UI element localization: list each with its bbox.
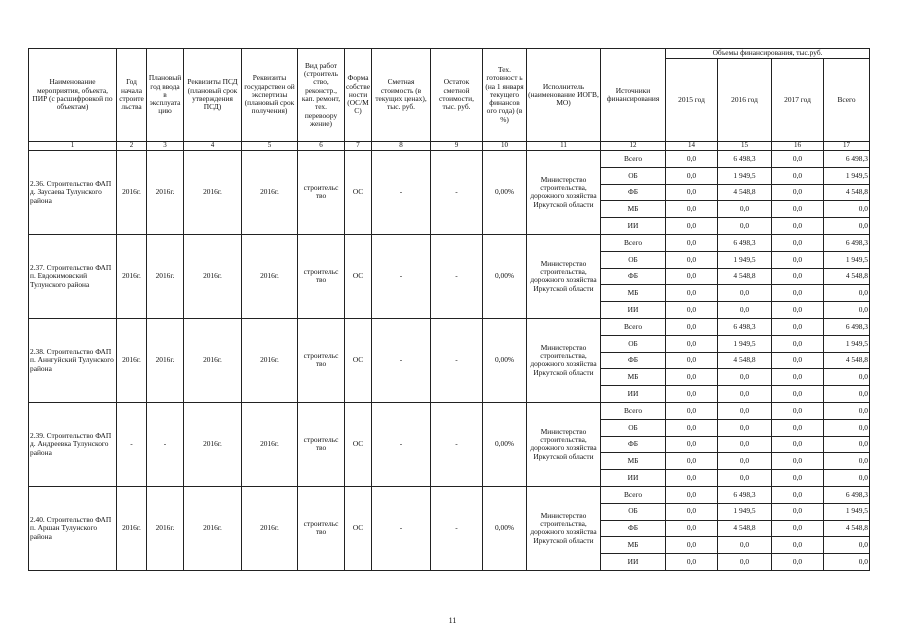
col-number: 3 bbox=[147, 142, 184, 151]
readiness: 0,00% bbox=[483, 486, 527, 570]
start-year: 2016г. bbox=[117, 318, 147, 402]
value-2016: 1 949,5 bbox=[718, 251, 772, 268]
project-name: 2.37. Строительство ФАП п. Евдокимовский Тулунского района bbox=[29, 234, 117, 318]
financing-table-sheet bbox=[28, 48, 870, 571]
value-2016: 0,0 bbox=[718, 554, 772, 571]
funding-source: ФБ bbox=[601, 352, 666, 369]
value-2017: 0,0 bbox=[772, 436, 824, 453]
value-total: 0,0 bbox=[824, 470, 870, 487]
value-2015: 0,0 bbox=[666, 167, 718, 184]
value-total: 4 548,8 bbox=[824, 268, 870, 285]
executor: Министерство строительства, дорожного хозяйства Иркутской области bbox=[527, 151, 601, 235]
value-2015: 0,0 bbox=[666, 453, 718, 470]
work-type: строительс тво bbox=[298, 151, 345, 235]
value-2017: 0,0 bbox=[772, 335, 824, 352]
col-number: 2 bbox=[117, 142, 147, 151]
commission-year: 2016г. bbox=[147, 486, 184, 570]
expertise-date: 2016г. bbox=[242, 151, 298, 235]
value-2016: 0,0 bbox=[718, 419, 772, 436]
remaining-cost: - bbox=[431, 151, 483, 235]
value-total: 0,0 bbox=[824, 201, 870, 218]
value-total: 0,0 bbox=[824, 453, 870, 470]
col-number: 10 bbox=[483, 142, 527, 151]
col-number: 15 bbox=[718, 142, 772, 151]
estimated-cost: - bbox=[372, 486, 431, 570]
expertise-date: 2016г. bbox=[242, 486, 298, 570]
header-funding-source: Источники финансирования bbox=[601, 49, 666, 142]
remaining-cost: - bbox=[431, 486, 483, 570]
value-2015: 0,0 bbox=[666, 184, 718, 201]
expertise-date: 2016г. bbox=[242, 402, 298, 486]
value-2017: 0,0 bbox=[772, 453, 824, 470]
value-total: 1 949,5 bbox=[824, 251, 870, 268]
value-2016: 1 949,5 bbox=[718, 503, 772, 520]
work-type: строительс тво bbox=[298, 234, 345, 318]
value-2017: 0,0 bbox=[772, 151, 824, 168]
executor: Министерство строительства, дорожного хозяйства Иркутской области bbox=[527, 486, 601, 570]
value-total: 1 949,5 bbox=[824, 503, 870, 520]
table-row bbox=[29, 486, 870, 503]
commission-year: - bbox=[147, 402, 184, 486]
value-total: 0,0 bbox=[824, 419, 870, 436]
value-total: 0,0 bbox=[824, 537, 870, 554]
value-2017: 0,0 bbox=[772, 201, 824, 218]
remaining-cost: - bbox=[431, 234, 483, 318]
funding-source: ФБ bbox=[601, 184, 666, 201]
value-total: 0,0 bbox=[824, 386, 870, 403]
value-2016: 0,0 bbox=[718, 302, 772, 319]
value-2017: 0,0 bbox=[772, 218, 824, 235]
header-year-2015: 2015 год bbox=[666, 59, 718, 142]
expertise-date: 2016г. bbox=[242, 234, 298, 318]
project-name: 2.38. Строительство ФАП п. Аннгуйский Тулунского района bbox=[29, 318, 117, 402]
value-2017: 0,0 bbox=[772, 184, 824, 201]
value-2017: 0,0 bbox=[772, 470, 824, 487]
value-2015: 0,0 bbox=[666, 335, 718, 352]
funding-source: ФБ bbox=[601, 436, 666, 453]
value-total: 6 498,3 bbox=[824, 486, 870, 503]
value-2015: 0,0 bbox=[666, 285, 718, 302]
value-2015: 0,0 bbox=[666, 436, 718, 453]
value-2016: 0,0 bbox=[718, 369, 772, 386]
funding-source: МБ bbox=[601, 537, 666, 554]
funding-source: Всего bbox=[601, 318, 666, 335]
value-2016: 1 949,5 bbox=[718, 335, 772, 352]
value-2015: 0,0 bbox=[666, 268, 718, 285]
col-number: 4 bbox=[184, 142, 242, 151]
remaining-cost: - bbox=[431, 402, 483, 486]
executor: Министерство строительства, дорожного хозяйства Иркутской области bbox=[527, 402, 601, 486]
col-number: 9 bbox=[431, 142, 483, 151]
project-name: 2.36. Строительство ФАП д. Заусаева Тулунского района bbox=[29, 151, 117, 235]
value-2017: 0,0 bbox=[772, 486, 824, 503]
ownership: ОС bbox=[345, 234, 372, 318]
ownership: ОС bbox=[345, 402, 372, 486]
value-2016: 4 548,8 bbox=[718, 184, 772, 201]
readiness: 0,00% bbox=[483, 151, 527, 235]
estimated-cost: - bbox=[372, 151, 431, 235]
value-2017: 0,0 bbox=[772, 352, 824, 369]
value-total: 0,0 bbox=[824, 554, 870, 571]
value-total: 6 498,3 bbox=[824, 151, 870, 168]
project-name: 2.39. Строительство ФАП д. Андреевка Тулунского района bbox=[29, 402, 117, 486]
value-2015: 0,0 bbox=[666, 402, 718, 419]
value-2016: 0,0 bbox=[718, 537, 772, 554]
value-2017: 0,0 bbox=[772, 251, 824, 268]
funding-source: ОБ bbox=[601, 335, 666, 352]
value-2017: 0,0 bbox=[772, 503, 824, 520]
col-number: 6 bbox=[298, 142, 345, 151]
funding-source: ИИ bbox=[601, 554, 666, 571]
col-number: 12 bbox=[601, 142, 666, 151]
value-2015: 0,0 bbox=[666, 218, 718, 235]
readiness: 0,00% bbox=[483, 402, 527, 486]
readiness: 0,00% bbox=[483, 318, 527, 402]
value-total: 1 949,5 bbox=[824, 167, 870, 184]
table-row bbox=[29, 402, 870, 419]
value-2015: 0,0 bbox=[666, 302, 718, 319]
value-2016: 0,0 bbox=[718, 436, 772, 453]
value-2015: 0,0 bbox=[666, 470, 718, 487]
psd-date: 2016г. bbox=[184, 151, 242, 235]
value-2016: 6 498,3 bbox=[718, 151, 772, 168]
value-2016: 0,0 bbox=[718, 470, 772, 487]
funding-source: Всего bbox=[601, 402, 666, 419]
value-total: 6 498,3 bbox=[824, 234, 870, 251]
funding-source: Всего bbox=[601, 234, 666, 251]
funding-source: ФБ bbox=[601, 520, 666, 537]
value-total: 0,0 bbox=[824, 436, 870, 453]
commission-year: 2016г. bbox=[147, 318, 184, 402]
value-2016: 0,0 bbox=[718, 218, 772, 235]
funding-source: Всего bbox=[601, 151, 666, 168]
col-number: 5 bbox=[242, 142, 298, 151]
psd-date: 2016г. bbox=[184, 234, 242, 318]
value-total: 0,0 bbox=[824, 285, 870, 302]
col-number: 11 bbox=[527, 142, 601, 151]
remaining-cost: - bbox=[431, 318, 483, 402]
value-2016: 4 548,8 bbox=[718, 268, 772, 285]
col-number: 8 bbox=[372, 142, 431, 151]
financing-table bbox=[28, 48, 870, 571]
header-estimated-cost: Сметная стоимость (в текущих ценах), тыс. руб. bbox=[372, 49, 431, 142]
value-2016: 4 548,8 bbox=[718, 352, 772, 369]
value-2015: 0,0 bbox=[666, 554, 718, 571]
funding-source: МБ bbox=[601, 453, 666, 470]
expertise-date: 2016г. bbox=[242, 318, 298, 402]
value-2017: 0,0 bbox=[772, 318, 824, 335]
value-2017: 0,0 bbox=[772, 554, 824, 571]
header-commission-year: Плановый год ввода в эксплуата цию bbox=[147, 49, 184, 142]
col-number: 7 bbox=[345, 142, 372, 151]
header-name: Наименование мероприятия, объекта, ПИР (с расшифровкой по объектам) bbox=[29, 49, 117, 142]
header-psd: Реквизиты ПСД (плановый срок утверждения ПСД) bbox=[184, 49, 242, 142]
funding-source: ОБ bbox=[601, 167, 666, 184]
value-2017: 0,0 bbox=[772, 537, 824, 554]
header-executor: Исполнитель (наименование ИОГВ, МО) bbox=[527, 49, 601, 142]
value-total: 0,0 bbox=[824, 302, 870, 319]
value-2016: 6 498,3 bbox=[718, 318, 772, 335]
header-total: Всего bbox=[824, 59, 870, 142]
start-year: - bbox=[117, 402, 147, 486]
funding-source: МБ bbox=[601, 201, 666, 218]
value-2016: 0,0 bbox=[718, 285, 772, 302]
value-2015: 0,0 bbox=[666, 151, 718, 168]
value-2017: 0,0 bbox=[772, 167, 824, 184]
funding-source: ФБ bbox=[601, 268, 666, 285]
value-2016: 1 949,5 bbox=[718, 167, 772, 184]
funding-source: Всего bbox=[601, 486, 666, 503]
value-2017: 0,0 bbox=[772, 386, 824, 403]
value-2015: 0,0 bbox=[666, 486, 718, 503]
value-2015: 0,0 bbox=[666, 537, 718, 554]
funding-source: МБ bbox=[601, 285, 666, 302]
executor: Министерство строительства, дорожного хозяйства Иркутской области bbox=[527, 318, 601, 402]
value-2016: 4 548,8 bbox=[718, 520, 772, 537]
work-type: строительс тво bbox=[298, 318, 345, 402]
header-readiness: Тех. готовност ь (на 1 января текущего финансов ого года) (в %) bbox=[483, 49, 527, 142]
funding-source: МБ bbox=[601, 369, 666, 386]
value-2015: 0,0 bbox=[666, 352, 718, 369]
table-row bbox=[29, 234, 870, 251]
funding-source: ИИ bbox=[601, 386, 666, 403]
work-type: строительс тво bbox=[298, 486, 345, 570]
commission-year: 2016г. bbox=[147, 234, 184, 318]
col-number: 16 bbox=[772, 142, 824, 151]
value-2017: 0,0 bbox=[772, 302, 824, 319]
psd-date: 2016г. bbox=[184, 486, 242, 570]
value-2016: 6 498,3 bbox=[718, 234, 772, 251]
value-2015: 0,0 bbox=[666, 419, 718, 436]
estimated-cost: - bbox=[372, 318, 431, 402]
funding-source: ИИ bbox=[601, 302, 666, 319]
value-total: 4 548,8 bbox=[824, 352, 870, 369]
value-2016: 0,0 bbox=[718, 201, 772, 218]
value-total: 4 548,8 bbox=[824, 184, 870, 201]
value-2017: 0,0 bbox=[772, 419, 824, 436]
value-2017: 0,0 bbox=[772, 520, 824, 537]
value-2015: 0,0 bbox=[666, 201, 718, 218]
column-numbers-row bbox=[29, 142, 870, 151]
psd-date: 2016г. bbox=[184, 402, 242, 486]
value-2017: 0,0 bbox=[772, 234, 824, 251]
value-2015: 0,0 bbox=[666, 318, 718, 335]
work-type: строительс тво bbox=[298, 402, 345, 486]
value-2015: 0,0 bbox=[666, 520, 718, 537]
executor: Министерство строительства, дорожного хозяйства Иркутской области bbox=[527, 234, 601, 318]
ownership: ОС bbox=[345, 318, 372, 402]
value-total: 6 498,3 bbox=[824, 318, 870, 335]
header-ownership: Форма собстве ности (ОС/М С) bbox=[345, 49, 372, 142]
start-year: 2016г. bbox=[117, 151, 147, 235]
funding-source: ОБ bbox=[601, 419, 666, 436]
table-row bbox=[29, 151, 870, 168]
value-2016: 0,0 bbox=[718, 453, 772, 470]
value-2016: 0,0 bbox=[718, 402, 772, 419]
estimated-cost: - bbox=[372, 234, 431, 318]
col-number: 14 bbox=[666, 142, 718, 151]
estimated-cost: - bbox=[372, 402, 431, 486]
value-2015: 0,0 bbox=[666, 369, 718, 386]
header-start-year: Год начала строите льства bbox=[117, 49, 147, 142]
start-year: 2016г. bbox=[117, 234, 147, 318]
header-funding-group: Объемы финансирования, тыс.руб. bbox=[666, 49, 870, 59]
project-name: 2.40. Строительство ФАП п. Аршан Тулунского района bbox=[29, 486, 117, 570]
value-2015: 0,0 bbox=[666, 386, 718, 403]
start-year: 2016г. bbox=[117, 486, 147, 570]
value-2017: 0,0 bbox=[772, 285, 824, 302]
funding-source: ОБ bbox=[601, 251, 666, 268]
header-year-2016: 2016 год bbox=[718, 59, 772, 142]
value-total: 4 548,8 bbox=[824, 520, 870, 537]
value-total: 0,0 bbox=[824, 402, 870, 419]
header-expertise: Реквизиты государствен ой экспертизы (плановый срок получения) bbox=[242, 49, 298, 142]
value-2017: 0,0 bbox=[772, 369, 824, 386]
funding-source: ИИ bbox=[601, 470, 666, 487]
header-remaining-cost: Остаток сметной стоимости, тыс. руб. bbox=[431, 49, 483, 142]
funding-source: ОБ bbox=[601, 503, 666, 520]
funding-source: ИИ bbox=[601, 218, 666, 235]
value-2016: 6 498,3 bbox=[718, 486, 772, 503]
psd-date: 2016г. bbox=[184, 318, 242, 402]
value-2015: 0,0 bbox=[666, 234, 718, 251]
value-total: 0,0 bbox=[824, 218, 870, 235]
value-total: 0,0 bbox=[824, 369, 870, 386]
value-2017: 0,0 bbox=[772, 402, 824, 419]
ownership: ОС bbox=[345, 486, 372, 570]
ownership: ОС bbox=[345, 151, 372, 235]
header-work-type: Вид работ (строитель ство, реконстр., кап. ремонт, тех. перевоору жение) bbox=[298, 49, 345, 142]
header-year-2017: 2017 год bbox=[772, 59, 824, 142]
value-2016: 0,0 bbox=[718, 386, 772, 403]
value-2015: 0,0 bbox=[666, 503, 718, 520]
page-number: 11 bbox=[448, 616, 457, 625]
col-number: 17 bbox=[824, 142, 870, 151]
table-row bbox=[29, 318, 870, 335]
value-2017: 0,0 bbox=[772, 268, 824, 285]
value-total: 1 949,5 bbox=[824, 335, 870, 352]
commission-year: 2016г. bbox=[147, 151, 184, 235]
readiness: 0,00% bbox=[483, 234, 527, 318]
col-number: 1 bbox=[29, 142, 117, 151]
value-2015: 0,0 bbox=[666, 251, 718, 268]
